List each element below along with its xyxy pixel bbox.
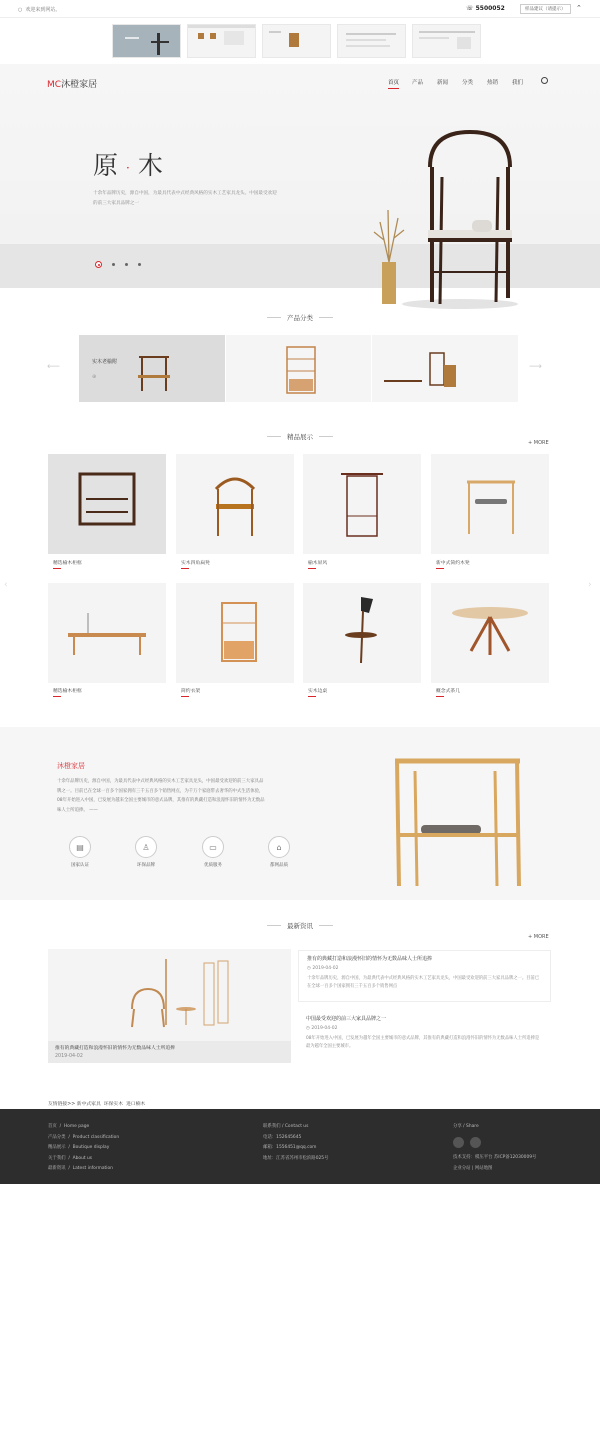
news-section-title: 最新资讯: [0, 921, 600, 930]
top-bar: [0, 0, 600, 18]
nav-item-categories[interactable]: 分类: [462, 80, 474, 86]
arrow-right-icon[interactable]: ⟶: [529, 362, 542, 372]
template-thumbnails: [112, 24, 481, 58]
products-section-title: 精品展示: [0, 432, 600, 441]
product-image: [303, 454, 421, 554]
product-caption[interactable]: 概念式茶几: [436, 689, 460, 694]
products-more-link[interactable]: + MORE: [528, 440, 549, 446]
news-item[interactable]: [298, 950, 551, 1002]
product-card[interactable]: [303, 454, 421, 554]
product-card[interactable]: [176, 583, 294, 683]
about-text: 十余年品牌历史，源自中国，为最具代表中式经典风格的实木工艺家具龙头，中国最受欢迎的前三大家具品牌之一。目前已在全球一百多个国家拥有三千五百多个销售网点，为千万个家庭带去奢华的中式生活体验，08年开始进入中国，已发展为越来全国主要城市的意式品牌，其推有的典藏打造和浪漫怀旧的情怀为无数品味人士所追捧。 ——: [57, 779, 265, 813]
product-caption[interactable]: 榆木屏风: [308, 561, 328, 566]
furniture-set-image: [382, 345, 462, 395]
feature-item: ▭ 优质服务: [193, 836, 233, 868]
friend-links: 友情链接>> 新中式家具 环保实木 进口楠木: [48, 1102, 146, 1107]
share-title: 分享 / Share: [453, 1124, 479, 1129]
welcome-text: 欢迎来到网站。: [25, 7, 61, 13]
footer-contact: [263, 1122, 328, 1164]
chair-image: [134, 347, 174, 392]
product-caption[interactable]: 精选榆木柜框: [53, 561, 82, 566]
category-section-title: 产品分类: [0, 313, 600, 322]
product-caption[interactable]: 精选榆木柜框: [53, 689, 82, 694]
tech-support: 技术支持：模压平台 苏ICP备12030009号: [453, 1155, 537, 1160]
category-card[interactable]: [226, 335, 373, 402]
footer-nav: [48, 1122, 119, 1175]
thumbnail[interactable]: [337, 24, 406, 58]
news-title[interactable]: 中国最受欢迎的前三大家具品牌之一: [306, 1016, 387, 1022]
news-title[interactable]: 推有的典藏打造和浪漫怀旧的情怀为无数品味人士所追捧: [307, 956, 433, 962]
product-card[interactable]: [48, 454, 166, 554]
thumbnail[interactable]: [412, 24, 481, 58]
about-chair-image: [385, 751, 530, 891]
contact-address: 地址：江苏省苏州市松滨路025号: [263, 1155, 329, 1161]
plus-icon[interactable]: ⊕: [92, 374, 97, 380]
nav-item-products[interactable]: 产品: [412, 80, 424, 86]
news-item[interactable]: [298, 1011, 551, 1055]
contact-title: 联系我们 / Contact us: [263, 1124, 309, 1129]
footer-nav-item[interactable]: 首页 / Home page: [48, 1124, 90, 1129]
nav-item-home[interactable]: 首页: [388, 78, 399, 89]
product-image: [176, 583, 294, 683]
thumbnail[interactable]: [187, 24, 256, 58]
news-featured-image: [48, 949, 291, 1041]
carousel-dot[interactable]: [125, 263, 128, 266]
thumbnail[interactable]: [112, 24, 181, 58]
news-featured[interactable]: [48, 949, 291, 1063]
carousel-dot[interactable]: [112, 263, 115, 266]
friend-link[interactable]: 进口楠木: [126, 1102, 146, 1107]
footer-links[interactable]: 企业分站 | 网站地图: [453, 1165, 493, 1171]
arrow-right-icon[interactable]: ›: [588, 580, 592, 590]
main-nav: [388, 78, 537, 89]
product-card[interactable]: [176, 454, 294, 554]
product-card[interactable]: [431, 454, 549, 554]
footer-nav-item[interactable]: 关于我们 / About us: [48, 1155, 93, 1161]
carousel-dot[interactable]: [138, 263, 141, 266]
product-image: [431, 454, 549, 554]
bed-icon: ⌂: [268, 836, 290, 858]
product-caption[interactable]: 新中式简约木凳: [436, 561, 470, 566]
product-image: [176, 454, 294, 554]
hero-banner: [0, 64, 600, 288]
footer-share: [453, 1122, 536, 1174]
shelf-image: [281, 345, 321, 395]
nav-item-news[interactable]: 新闻: [437, 80, 449, 86]
product-card[interactable]: [48, 583, 166, 683]
site-logo[interactable]: MC沐橙家居: [47, 80, 98, 90]
footer-nav-item[interactable]: 产品分类 / Product classification: [48, 1134, 120, 1140]
friend-link[interactable]: 新中式家具: [76, 1102, 101, 1107]
product-caption[interactable]: 实木边桌: [308, 689, 328, 694]
product-card[interactable]: [303, 583, 421, 683]
chevron-up-icon[interactable]: ⌃: [576, 4, 582, 12]
news-excerpt: 十余年品牌历史，源自中国，为最典代表中式经典风格的实木工艺家具龙头，中国最受欢迎的前三大家具品牌之一。目前已在全球一百多个国家拥有三千五百多个销售网点: [307, 976, 540, 989]
contact-email: 邮箱：1556451@qq.com: [263, 1145, 317, 1150]
product-image: [431, 583, 549, 683]
news-date: ◷ 2019-04-02: [307, 966, 339, 971]
news-excerpt: 08年开始进入中国，已发展为越年全国主要城市的意式品牌，其推有的典藏打造和浪漫怀旧的情怀为无数品味人士所追捧是最为越年全国主要城市。: [306, 1036, 540, 1049]
carousel-dot-active[interactable]: [95, 261, 102, 268]
friend-link[interactable]: 环保实木: [103, 1102, 124, 1107]
news-featured-caption: 推有的典藏打造和浪漫怀旧的情怀为无数品味人士所追捧 2019-04-02: [48, 1041, 291, 1063]
feature-item: ▤ 国家认证: [60, 836, 100, 868]
category-carousel: [79, 335, 519, 402]
product-caption[interactable]: 实木四角扁凳: [181, 561, 210, 566]
category-label: 实木老榆附: [92, 359, 118, 365]
feature-item: ♙ 环保品牌: [126, 836, 166, 868]
about-title: 沐橙家居: [57, 762, 85, 770]
arrow-left-icon[interactable]: ⟵: [47, 362, 60, 372]
product-caption[interactable]: 简约衣架: [181, 689, 201, 694]
contact-phone: 电话：152645645: [263, 1134, 302, 1140]
hero-chair-image: [360, 122, 520, 312]
monitor-icon: ▭: [202, 836, 224, 858]
hero-title: 原 · 木: [93, 151, 165, 180]
nav-item-hot[interactable]: 热销: [487, 80, 499, 86]
category-card[interactable]: [79, 335, 226, 402]
certificate-icon: ▤: [69, 836, 91, 858]
qq-icon[interactable]: [453, 1137, 464, 1148]
wechat-icon[interactable]: [470, 1137, 481, 1148]
product-image: [303, 583, 421, 683]
carousel-dots: [95, 261, 141, 268]
news-date: ◷ 2019-04-02: [306, 1026, 338, 1031]
nav-item-about[interactable]: 我们: [512, 80, 524, 86]
news-more-link[interactable]: + MORE: [528, 934, 549, 940]
feature-item: ⌂ 都网品质: [259, 836, 299, 868]
lamp-icon: ♙: [135, 836, 157, 858]
phone-number: ☏ 5500052: [466, 5, 505, 12]
thumbnail[interactable]: [262, 24, 331, 58]
search-icon[interactable]: [541, 77, 548, 84]
info-icon: ○: [18, 6, 23, 13]
footer-nav-item[interactable]: 最新资讯 / Latest information: [48, 1166, 113, 1171]
hero-description: 十余年品牌历史，源自中国，为最具代表中式经典风格的实木工艺家具龙头。中国最受欢迎的前三大家具品牌之一: [93, 191, 277, 206]
arrow-left-icon[interactable]: ‹: [4, 580, 8, 590]
product-image: [48, 454, 166, 554]
footer-nav-item[interactable]: 精品展示 / Boutique display: [48, 1145, 110, 1150]
category-card[interactable]: [372, 335, 519, 402]
product-image: [48, 583, 166, 683]
product-card[interactable]: [431, 583, 549, 683]
suggestion-button[interactable]: 样品建议（请提示）: [520, 4, 571, 14]
